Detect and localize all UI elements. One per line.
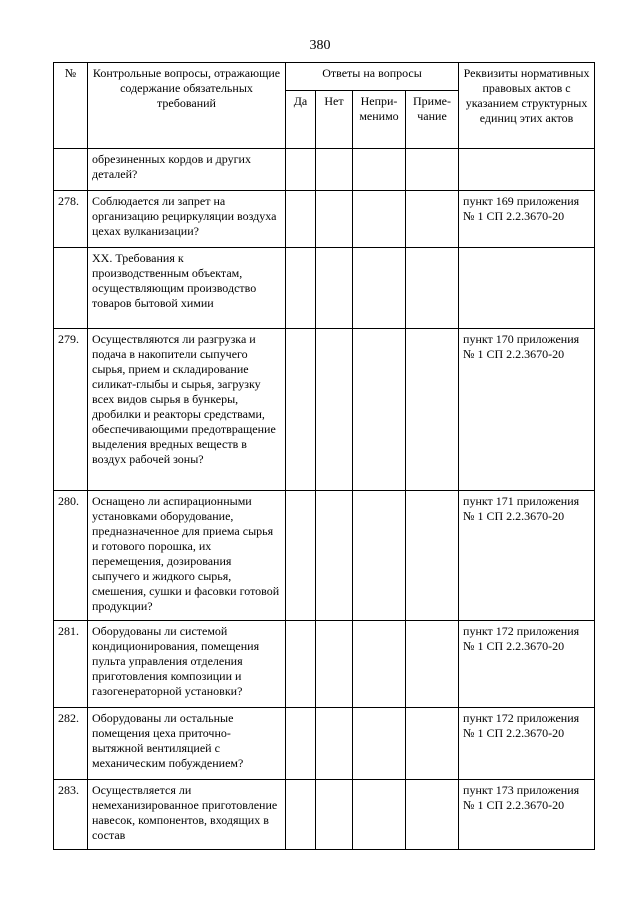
table-row	[54, 329, 595, 491]
cell-no[interactable]	[316, 329, 353, 491]
row-requisite: пункт 169 приложения № 1 СП 2.2.3670-20	[459, 191, 595, 248]
section-row	[54, 248, 595, 329]
cell-no[interactable]	[316, 708, 353, 780]
row-question: Оборудованы ли остальные помещения цеха приточно-вытяжной вентиляцией с механическим побуждением?	[88, 708, 286, 780]
row-question: Оборудованы ли системой кондиционирования, помещения пульта управления отделения приготовления композиции и газогенераторной установки?	[88, 621, 286, 708]
cell-na[interactable]	[353, 491, 406, 621]
cell-yes[interactable]	[286, 329, 316, 491]
row-number	[54, 248, 88, 329]
table-row	[54, 149, 595, 191]
cell-no[interactable]	[316, 780, 353, 850]
row-requisite: пункт 172 приложения № 1 СП 2.2.3670-20	[459, 621, 595, 708]
cell-na[interactable]	[353, 708, 406, 780]
cell-note	[406, 248, 459, 329]
cell-note[interactable]	[406, 708, 459, 780]
cell-na[interactable]	[353, 621, 406, 708]
table-row	[54, 191, 595, 248]
cell-yes[interactable]	[286, 149, 316, 191]
row-number: 281.	[54, 621, 88, 708]
row-question: обрезиненных кордов и других деталей?	[88, 149, 286, 191]
cell-na[interactable]	[353, 329, 406, 491]
header-question: Контрольные вопросы, отражающие содержание обязательных требований	[88, 63, 286, 149]
cell-note[interactable]	[406, 149, 459, 191]
cell-yes[interactable]	[286, 708, 316, 780]
cell-no[interactable]	[316, 149, 353, 191]
table-row	[54, 780, 595, 850]
cell-note[interactable]	[406, 780, 459, 850]
table-header-row	[54, 63, 595, 91]
header-num: №	[54, 63, 88, 149]
header-answer-no: Нет	[316, 91, 353, 149]
cell-no[interactable]	[316, 491, 353, 621]
table-row	[54, 491, 595, 621]
row-number	[54, 149, 88, 191]
row-requisite: пункт 173 приложения № 1 СП 2.2.3670-20	[459, 780, 595, 850]
cell-yes[interactable]	[286, 780, 316, 850]
row-question: Осуществляется ли немеханизированное приготовление навесок, компонентов, входящих в состав	[88, 780, 286, 850]
cell-no	[316, 248, 353, 329]
header-answer-note: Приме-чание	[406, 91, 459, 149]
cell-no[interactable]	[316, 621, 353, 708]
checklist-table	[53, 62, 595, 850]
cell-note[interactable]	[406, 329, 459, 491]
section-title: XX. Требования к производственным объектам, осуществляющим производство товаров бытовой химии	[88, 248, 286, 329]
header-answer-yes: Да	[286, 91, 316, 149]
cell-yes[interactable]	[286, 191, 316, 248]
row-requisite	[459, 149, 595, 191]
header-answer-na: Непри-менимо	[353, 91, 406, 149]
row-number: 282.	[54, 708, 88, 780]
cell-na	[353, 248, 406, 329]
page-number: 380	[309, 38, 331, 53]
cell-yes	[286, 248, 316, 329]
row-number: 283.	[54, 780, 88, 850]
row-question: Оснащено ли аспирационными установками оборудование, предназначенное для приема сырья и готового порошка, их перемещения, дозирования сыпучего и жидкого сырья, смешения, сушки и фасовки готовой продукции?	[88, 491, 286, 621]
row-requisite: пункт 170 приложения № 1 СП 2.2.3670-20	[459, 329, 595, 491]
header-answers: Ответы на вопросы	[286, 63, 459, 91]
row-number: 278.	[54, 191, 88, 248]
cell-note[interactable]	[406, 191, 459, 248]
cell-note[interactable]	[406, 491, 459, 621]
row-number: 279.	[54, 329, 88, 491]
row-question: Осуществляются ли разгрузка и подача в накопители сыпучего сырья, прием и складирование силикат-глыбы и сырья, загрузку всех видов сырья в бункеры, дробилки и реакторы средствами, обеспечивающими предотвращение выделения вредных веществ в воздух рабочей зоны?	[88, 329, 286, 491]
cell-note[interactable]	[406, 621, 459, 708]
table-row	[54, 708, 595, 780]
cell-na[interactable]	[353, 149, 406, 191]
header-requisites: Реквизиты нормативных правовых актов с указанием структурных единиц этих актов	[459, 63, 595, 149]
row-number: 280.	[54, 491, 88, 621]
table-row	[54, 621, 595, 708]
row-requisite	[459, 248, 595, 329]
row-requisite: пункт 171 приложения № 1 СП 2.2.3670-20	[459, 491, 595, 621]
cell-na[interactable]	[353, 780, 406, 850]
cell-na[interactable]	[353, 191, 406, 248]
cell-yes[interactable]	[286, 491, 316, 621]
row-requisite: пункт 172 приложения № 1 СП 2.2.3670-20	[459, 708, 595, 780]
cell-yes[interactable]	[286, 621, 316, 708]
cell-no[interactable]	[316, 191, 353, 248]
row-question: Соблюдается ли запрет на организацию рециркуляции воздуха цехах вулканизации?	[88, 191, 286, 248]
